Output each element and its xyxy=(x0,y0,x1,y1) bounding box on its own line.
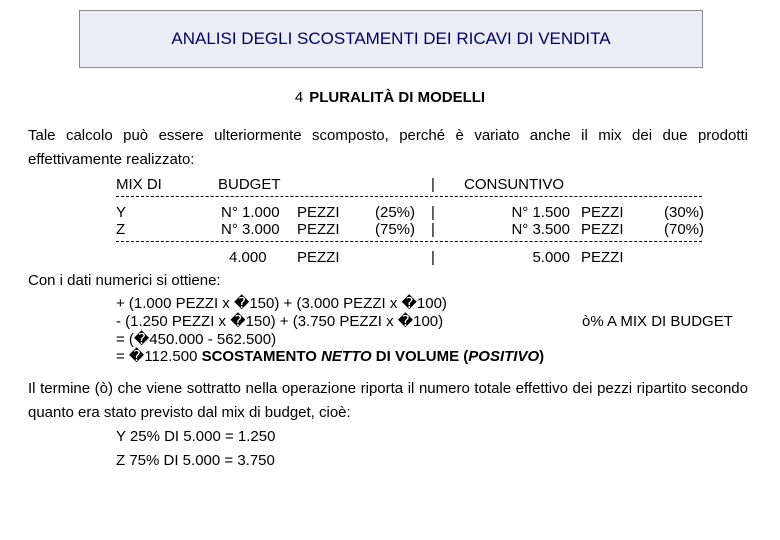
result-line-y: Y 25% DI 5.000 = 1.250 xyxy=(116,428,276,445)
calc-line-4 xyxy=(116,348,544,366)
arrow-down-icon: ò xyxy=(99,380,109,397)
bullet-icon: 4 xyxy=(294,89,304,106)
row-separator: | xyxy=(431,221,435,238)
closing-paren: ) xyxy=(539,348,545,365)
row-label: Z xyxy=(116,221,126,238)
cons-qty: N° 3.500 xyxy=(511,221,570,238)
header-mix: MIX DI xyxy=(116,176,162,193)
cons-unit: PEZZI xyxy=(581,204,624,221)
budget-qty: N° 1.000 xyxy=(221,204,280,221)
intro-paragraph: Tale calcolo può essere ulteriormente scomposto, perché è variato anche il mix dei due prodotti effettivamente realizzato: xyxy=(28,127,748,168)
cons-pct: (30%) xyxy=(663,204,704,221)
row-label: Y xyxy=(116,204,127,221)
calc-line-1: + (1.000 PEZZI x �150) + (3.000 PEZZI x �100) xyxy=(116,295,447,312)
header-consuntivo: CONSUNTIVO xyxy=(464,176,565,193)
total-separator: | xyxy=(431,249,435,266)
page-title: ANALISI DEGLI SCOSTAMENTI DEI RICAVI DI VENDITA xyxy=(171,29,611,48)
subtitle-text: PLURALITÀ DI MODELLI xyxy=(309,89,486,106)
total-cons: 5.000 xyxy=(532,249,570,266)
budget-pct: (75%) xyxy=(375,221,416,238)
result-line-z: Z 75% DI 5.000 = 3.750 xyxy=(116,452,275,469)
total-budget-unit: PEZZI xyxy=(297,249,340,266)
budget-qty: N° 3.000 xyxy=(221,221,280,238)
row-separator: | xyxy=(431,204,435,221)
header-separator: | xyxy=(431,176,435,193)
budget-pct: (25%) xyxy=(375,204,416,221)
mix-budget-note-text: % A MIX DI BUDGET xyxy=(590,313,733,330)
cons-qty: N° 1.500 xyxy=(511,204,570,221)
explanation-start: Il termine ( xyxy=(28,380,100,397)
explanation-rest: ) che viene sottratto nella operazione riporta il numero totale effettivo dei pezzi ripartito secondo quanto era stato previsto dal mix di budget, cioè: xyxy=(28,380,748,421)
calc-line-3: = (�450.000 - 562.500) xyxy=(116,331,277,348)
arrow-down-icon: ò xyxy=(582,313,591,330)
explanation-paragraph xyxy=(28,377,748,425)
total-budget: 4.000 xyxy=(229,249,267,266)
budget-unit: PEZZI xyxy=(297,204,340,221)
section-subtitle xyxy=(0,89,780,106)
calc-line-2: - (1.250 PEZZI x �150) + (3.750 PEZZI x �100) xyxy=(116,313,444,330)
dashed-divider-bottom xyxy=(116,241,702,242)
numeric-intro: Con i dati numerici si ottiene: xyxy=(28,272,221,289)
scostamento-label: SCOSTAMENTO xyxy=(201,348,317,365)
header-budget: BUDGET xyxy=(218,176,281,193)
calc-result: = �112.500 xyxy=(116,348,198,365)
cons-pct: (70%) xyxy=(663,221,704,238)
volume-label: DI VOLUME ( xyxy=(375,348,469,365)
budget-unit: PEZZI xyxy=(297,221,340,238)
dashed-divider-top xyxy=(116,196,702,197)
netto-label: NETTO xyxy=(321,348,372,365)
total-cons-unit: PEZZI xyxy=(581,249,624,266)
positivo-label: POSITIVO xyxy=(468,348,540,365)
mix-budget-note xyxy=(582,313,733,331)
title-box xyxy=(79,10,703,68)
cons-unit: PEZZI xyxy=(581,221,624,238)
